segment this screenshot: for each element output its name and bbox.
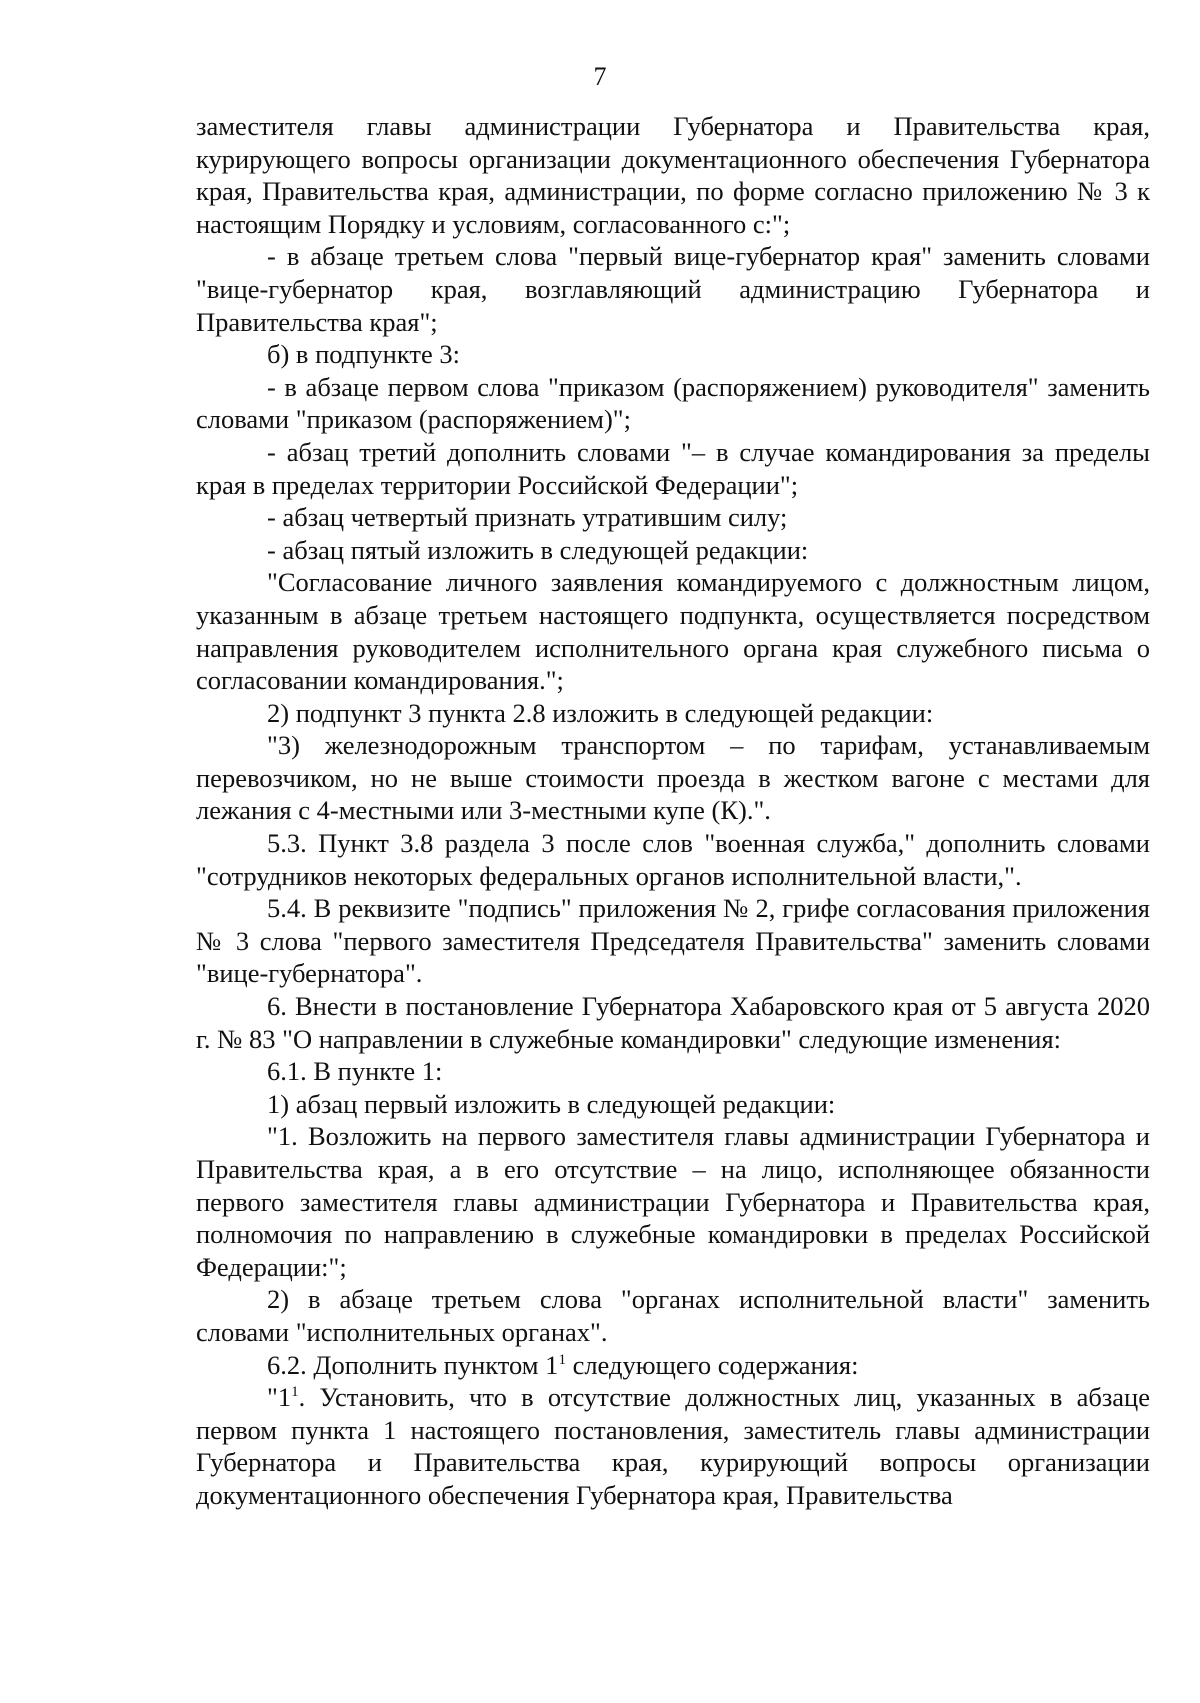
paragraph: 5.4. В реквизите "подпись" приложения № 2, грифе согласования приложения № 3 слова "первого заместителя Председателя Правительства" заменить словами "вице-губернатора". [196,893,1150,989]
paragraph: 5.3. Пункт 3.8 раздела 3 после слов "военная служба," дополнить словами "сотрудников некоторых федеральных органов исполнительной власти,". [196,828,1150,891]
paragraph: 2) в абзаце третьем слова "органах исполнительной власти" заменить словами "исполнительных органах". [196,1284,1150,1347]
superscript: 1 [291,1384,299,1401]
paragraph: - в абзаце первом слова "приказом (распоряжением) руководителя" заменить словами "приказом (распоряжением)"; [196,371,1150,435]
page-number: 7 [593,62,607,91]
paragraph: "3) железнодорожным транспортом – по тарифам, устанавливаемым перевозчиком, но не выше стоимости проезда в жестком вагоне с местами для лежания с 4-местными или 3-местными купе (К).". [196,730,1150,826]
paragraph: б) в подпункте 3: [267,339,460,370]
text-run: 6.2. Дополнить пунктом 1 [267,1349,559,1380]
paragraph: - абзац пятый изложить в следующей редакции: [267,534,809,565]
paragraph: 6.1. В пункте 1: [267,1056,443,1087]
paragraph: 6. Внести в постановление Губернатора Хабаровского края от 5 августа 2020 г. № 83 "О направлении в служебные командировки" следующие изменения: [196,991,1150,1054]
paragraph-1-1 [196,1381,1150,1511]
text-run: "1 [267,1382,292,1413]
text-run: . Установить, что в отсутствие должностных лиц, указанных в абзаце первом пункта 1 настоящего постановления, заместитель главы администрации Губернатора и Правительства края, курирующий вопросы организации документационного обеспечения Губернатора края, Правительства [196,1382,1150,1510]
paragraph: 1) абзац первый изложить в следующей редакции: [267,1088,836,1119]
paragraph: заместителя главы администрации Губернатора и Правительства края, курирующего вопросы организации документационного обеспечения Губернатора края, Правительства края, администрации, по форме согласно приложению № 3 к настоящим Порядку и условиям, согласованного с:"; [196,111,1150,239]
text-run: следующего содержания: [565,1349,859,1380]
paragraph: - в абзаце третьем слова "первый вице-губернатор края" заменить словами "вице-губернатор края, возглавляющий администрацию Губернатора и Правительства края"; [196,241,1150,337]
paragraph: - абзац четвертый признать утратившим силу; [267,502,788,533]
superscript: 1 [558,1351,566,1368]
paragraph: - абзац третий дополнить словами "– в случае командирования за пределы края в пределах территории Российской Федерации"; [196,436,1150,500]
paragraph: "Согласование личного заявления командируемого с должностным лицом, указанным в абзаце третьем настоящего подпункта, осуществляется посредством направления руководителем исполнительного органа края служебного письма о согласовании командирования."; [196,567,1150,696]
paragraph: 2) подпункт 3 пункта 2.8 изложить в следующей редакции: [267,697,934,728]
paragraph-6-2 [196,1349,1150,1382]
paragraph: "1. Возложить на первого заместителя главы администрации Губернатора и Правительства края, а в его отсутствие – на лицо, исполняющее обязанности первого заместителя главы администрации Губернатора и Правительства края, полномочия по направлению в служебные командировки в пределах Российской Федерации:"; [196,1121,1150,1282]
document-body [196,110,1150,1512]
